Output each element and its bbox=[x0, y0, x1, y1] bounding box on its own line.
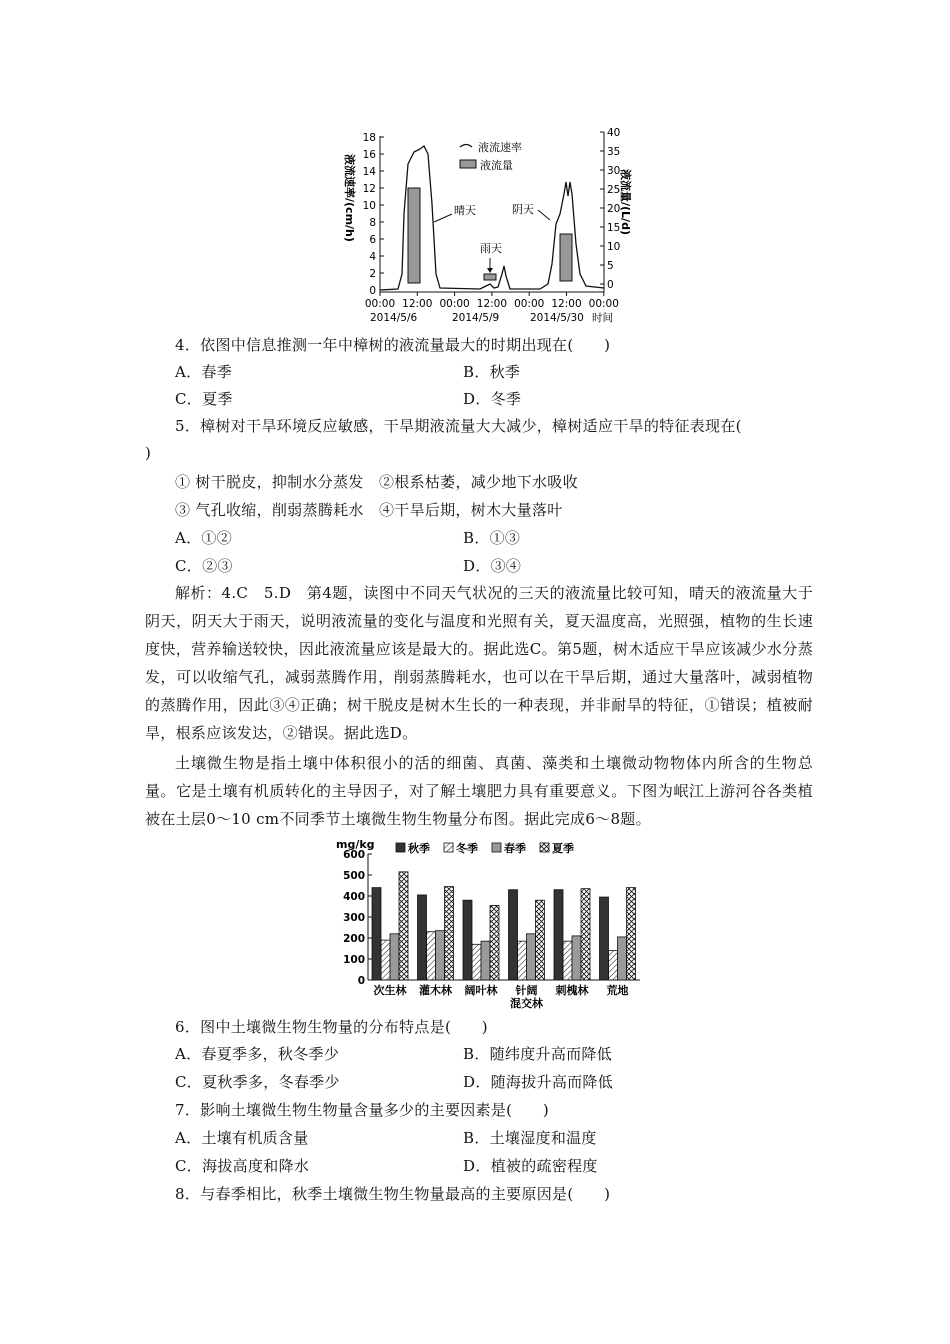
x-time-label: 00:00 bbox=[364, 298, 396, 310]
q4-option-a: A．春季 bbox=[175, 363, 233, 381]
legend-rate: 液流速率 bbox=[478, 141, 522, 154]
left-tick-label: 6 bbox=[369, 234, 376, 246]
legend-bar-icon bbox=[460, 160, 476, 168]
q4-option-c: C．夏季 bbox=[175, 390, 233, 408]
x-time-label: 12:00 bbox=[551, 298, 582, 310]
q5-items-34: ③ 气孔收缩，削弱蒸腾耗水 ④干旱后期，树木大量落叶 bbox=[175, 501, 563, 519]
q5-option-d: D．③④ bbox=[463, 557, 522, 575]
y-axis-label: mg/kg bbox=[336, 838, 375, 851]
x-date-1: 2014/5/6 bbox=[370, 312, 418, 324]
right-tick-label: 5 bbox=[607, 260, 614, 272]
q6-stem: 6．图中土壤微生物生物量的分布特点是( ) bbox=[175, 1018, 488, 1036]
bar bbox=[518, 941, 527, 980]
left-tick-label: 18 bbox=[362, 132, 376, 144]
legend-label: 夏季 bbox=[552, 842, 574, 855]
y-tick-label: 100 bbox=[343, 954, 365, 966]
legend-label: 冬季 bbox=[456, 842, 478, 855]
bar bbox=[418, 895, 427, 980]
category-label: 混交林 bbox=[510, 997, 543, 1010]
annotation-sunny: 晴天 bbox=[454, 204, 476, 217]
q7-option-a: A．土壤有机质含量 bbox=[175, 1129, 309, 1147]
left-tick-label: 0 bbox=[369, 285, 376, 297]
bar bbox=[600, 897, 609, 980]
q5-option-c: C．②③ bbox=[175, 557, 233, 575]
right-tick-label: 25 bbox=[607, 184, 621, 196]
bar bbox=[427, 932, 436, 980]
q5-items-12: ① 树干脱皮，抑制水分蒸发 ②根系枯萎，减少地下水吸收 bbox=[175, 473, 578, 491]
q4-option-d: D．冬季 bbox=[463, 390, 522, 408]
x-unit: 时间 bbox=[592, 312, 613, 324]
q6-option-b: B．随纬度升高而降低 bbox=[463, 1045, 613, 1063]
q6-option-a: A．春夏季多，秋冬季少 bbox=[175, 1045, 340, 1063]
bar-cloudy bbox=[560, 234, 572, 281]
right-tick-label: 40 bbox=[607, 127, 621, 139]
bar bbox=[563, 941, 572, 980]
bar bbox=[581, 889, 590, 980]
x-time-label: 12:00 bbox=[476, 298, 508, 310]
right-axis-label: 液流量/(L/d) bbox=[619, 169, 632, 235]
y-tick-label: 300 bbox=[343, 912, 365, 924]
q7-option-d: D．植被的疏密程度 bbox=[463, 1157, 598, 1175]
q7-option-c: C．海拔高度和降水 bbox=[175, 1157, 310, 1175]
bar bbox=[572, 936, 581, 980]
q5-option-b: B．①③ bbox=[463, 529, 521, 547]
intro-paragraph: 土壤微生物是指土壤中体积很小的活的细菌、真菌、藻类和土壤微动物物体内所含的生物总量。它是土壤有机质转化的主导因子，对了解土壤肥力具有重要意义。下图为岷江上游河谷各类植被在土层0～10 cm不同季节土壤微生物生物量分布图。据此完成6～8题。 bbox=[145, 754, 813, 828]
bar bbox=[554, 890, 563, 980]
left-tick-label: 4 bbox=[369, 251, 376, 263]
category-label: 针阔 bbox=[515, 984, 538, 997]
right-tick-label: 30 bbox=[607, 165, 621, 177]
category-label: 刺槐林 bbox=[555, 984, 589, 997]
category-label: 阔叶林 bbox=[464, 984, 498, 997]
category-label: 荒地 bbox=[606, 984, 629, 997]
q6-option-d: D．随海拔升高而降低 bbox=[463, 1073, 614, 1091]
bar bbox=[481, 941, 490, 980]
q7-option-b: B．土壤湿度和温度 bbox=[463, 1129, 597, 1147]
y-tick-label: 200 bbox=[343, 933, 365, 945]
q5-stem: 5．樟树对干旱环境反应敏感，干旱期液流量大大减少，樟树适应干旱的特征表现在( bbox=[175, 417, 742, 435]
q8-stem: 8．与春季相比，秋季土壤微生物生物量最高的主要原因是( ) bbox=[175, 1185, 611, 1203]
left-tick-label: 8 bbox=[369, 217, 376, 229]
right-tick-label: 10 bbox=[607, 241, 621, 253]
left-tick-label: 16 bbox=[362, 149, 376, 161]
category-label: 次生林 bbox=[373, 984, 407, 997]
bar-sunny bbox=[408, 188, 420, 283]
x-time-label: 00:00 bbox=[514, 298, 545, 310]
legend-swatch bbox=[492, 843, 501, 852]
bar-rainy bbox=[484, 274, 496, 280]
x-date-2: 2014/5/9 bbox=[452, 312, 500, 324]
category-label: 灌木林 bbox=[419, 984, 452, 997]
right-tick-label: 20 bbox=[607, 203, 621, 215]
left-tick-label: 10 bbox=[362, 200, 376, 212]
legend-swatch bbox=[540, 843, 549, 852]
legend-line-icon bbox=[460, 145, 472, 148]
legend-volume: 液流量 bbox=[480, 159, 513, 172]
sap-flow-chart bbox=[340, 124, 630, 324]
q5-stem-cont: ) bbox=[145, 444, 152, 462]
left-tick-label: 14 bbox=[362, 166, 376, 178]
x-date-3: 2014/5/30 bbox=[530, 312, 584, 324]
bar bbox=[536, 900, 545, 980]
annotation-cloudy: 阴天 bbox=[512, 203, 534, 216]
q5-option-a: A．①② bbox=[175, 529, 233, 547]
legend-label: 秋季 bbox=[408, 842, 430, 855]
bar bbox=[372, 888, 381, 980]
legend-swatch bbox=[396, 843, 405, 852]
bar bbox=[509, 890, 518, 980]
x-time-label: 00:00 bbox=[588, 298, 619, 310]
q6-option-c: C．夏秋季多，冬春季少 bbox=[175, 1073, 340, 1091]
left-tick-label: 2 bbox=[369, 268, 376, 280]
y-tick-label: 500 bbox=[343, 870, 365, 882]
bar bbox=[527, 934, 536, 980]
bar bbox=[609, 951, 618, 980]
bar bbox=[463, 900, 472, 980]
bar bbox=[627, 888, 636, 980]
bar bbox=[436, 931, 445, 980]
bar bbox=[381, 940, 390, 980]
legend-label: 春季 bbox=[504, 842, 526, 855]
q4-option-b: B．秋季 bbox=[463, 363, 521, 381]
y-tick-label: 600 bbox=[343, 849, 365, 861]
right-tick-label: 0 bbox=[607, 279, 614, 291]
x-time-label: 12:00 bbox=[402, 298, 433, 310]
right-tick-label: 35 bbox=[607, 146, 621, 158]
q7-stem: 7．影响土壤微生物生物量含量多少的主要因素是( ) bbox=[175, 1101, 550, 1119]
y-tick-label: 0 bbox=[357, 975, 365, 987]
bar bbox=[490, 905, 499, 980]
bar bbox=[399, 872, 408, 980]
bar bbox=[472, 944, 481, 980]
annotation-rainy: 雨天 bbox=[480, 242, 502, 255]
left-tick-label: 12 bbox=[362, 183, 376, 195]
right-tick-label: 15 bbox=[607, 222, 621, 234]
legend-swatch bbox=[444, 843, 453, 852]
bar bbox=[445, 887, 454, 980]
left-axis-label: 液流速率/(cm/h) bbox=[343, 154, 356, 242]
x-time-label: 00:00 bbox=[439, 298, 470, 310]
analysis-paragraph: 解析：4.C 5.D 第4题，读图中不同天气状况的三天的液流量比较可知，晴天的液流量大于阴天，阴天大于雨天，说明液流量的变化与温度和光照有关，夏天温度高，光照强，植物的生长速度快，营养输送较快，因此液流量应该是最大的。据此选C。第5题，树木适应干旱应该减少水分蒸发，可以收缩气孔，减弱蒸腾作用，削弱蒸腾耗水，也可以在干旱后期，通过大量落叶，减弱植物的蒸腾作用，因此③④正确；树干脱皮是树木生长的一种表现，并非耐旱的特征，①错误；植被耐旱，根系应该发达，②错误。据此选D。 bbox=[145, 584, 813, 742]
bar bbox=[390, 934, 399, 980]
y-tick-label: 400 bbox=[343, 891, 365, 903]
bar bbox=[618, 937, 627, 980]
q4-stem: 4．依图中信息推测一年中樟树的液流量最大的时期出现在( ) bbox=[175, 336, 611, 354]
microbe-bar-chart bbox=[334, 834, 644, 1024]
